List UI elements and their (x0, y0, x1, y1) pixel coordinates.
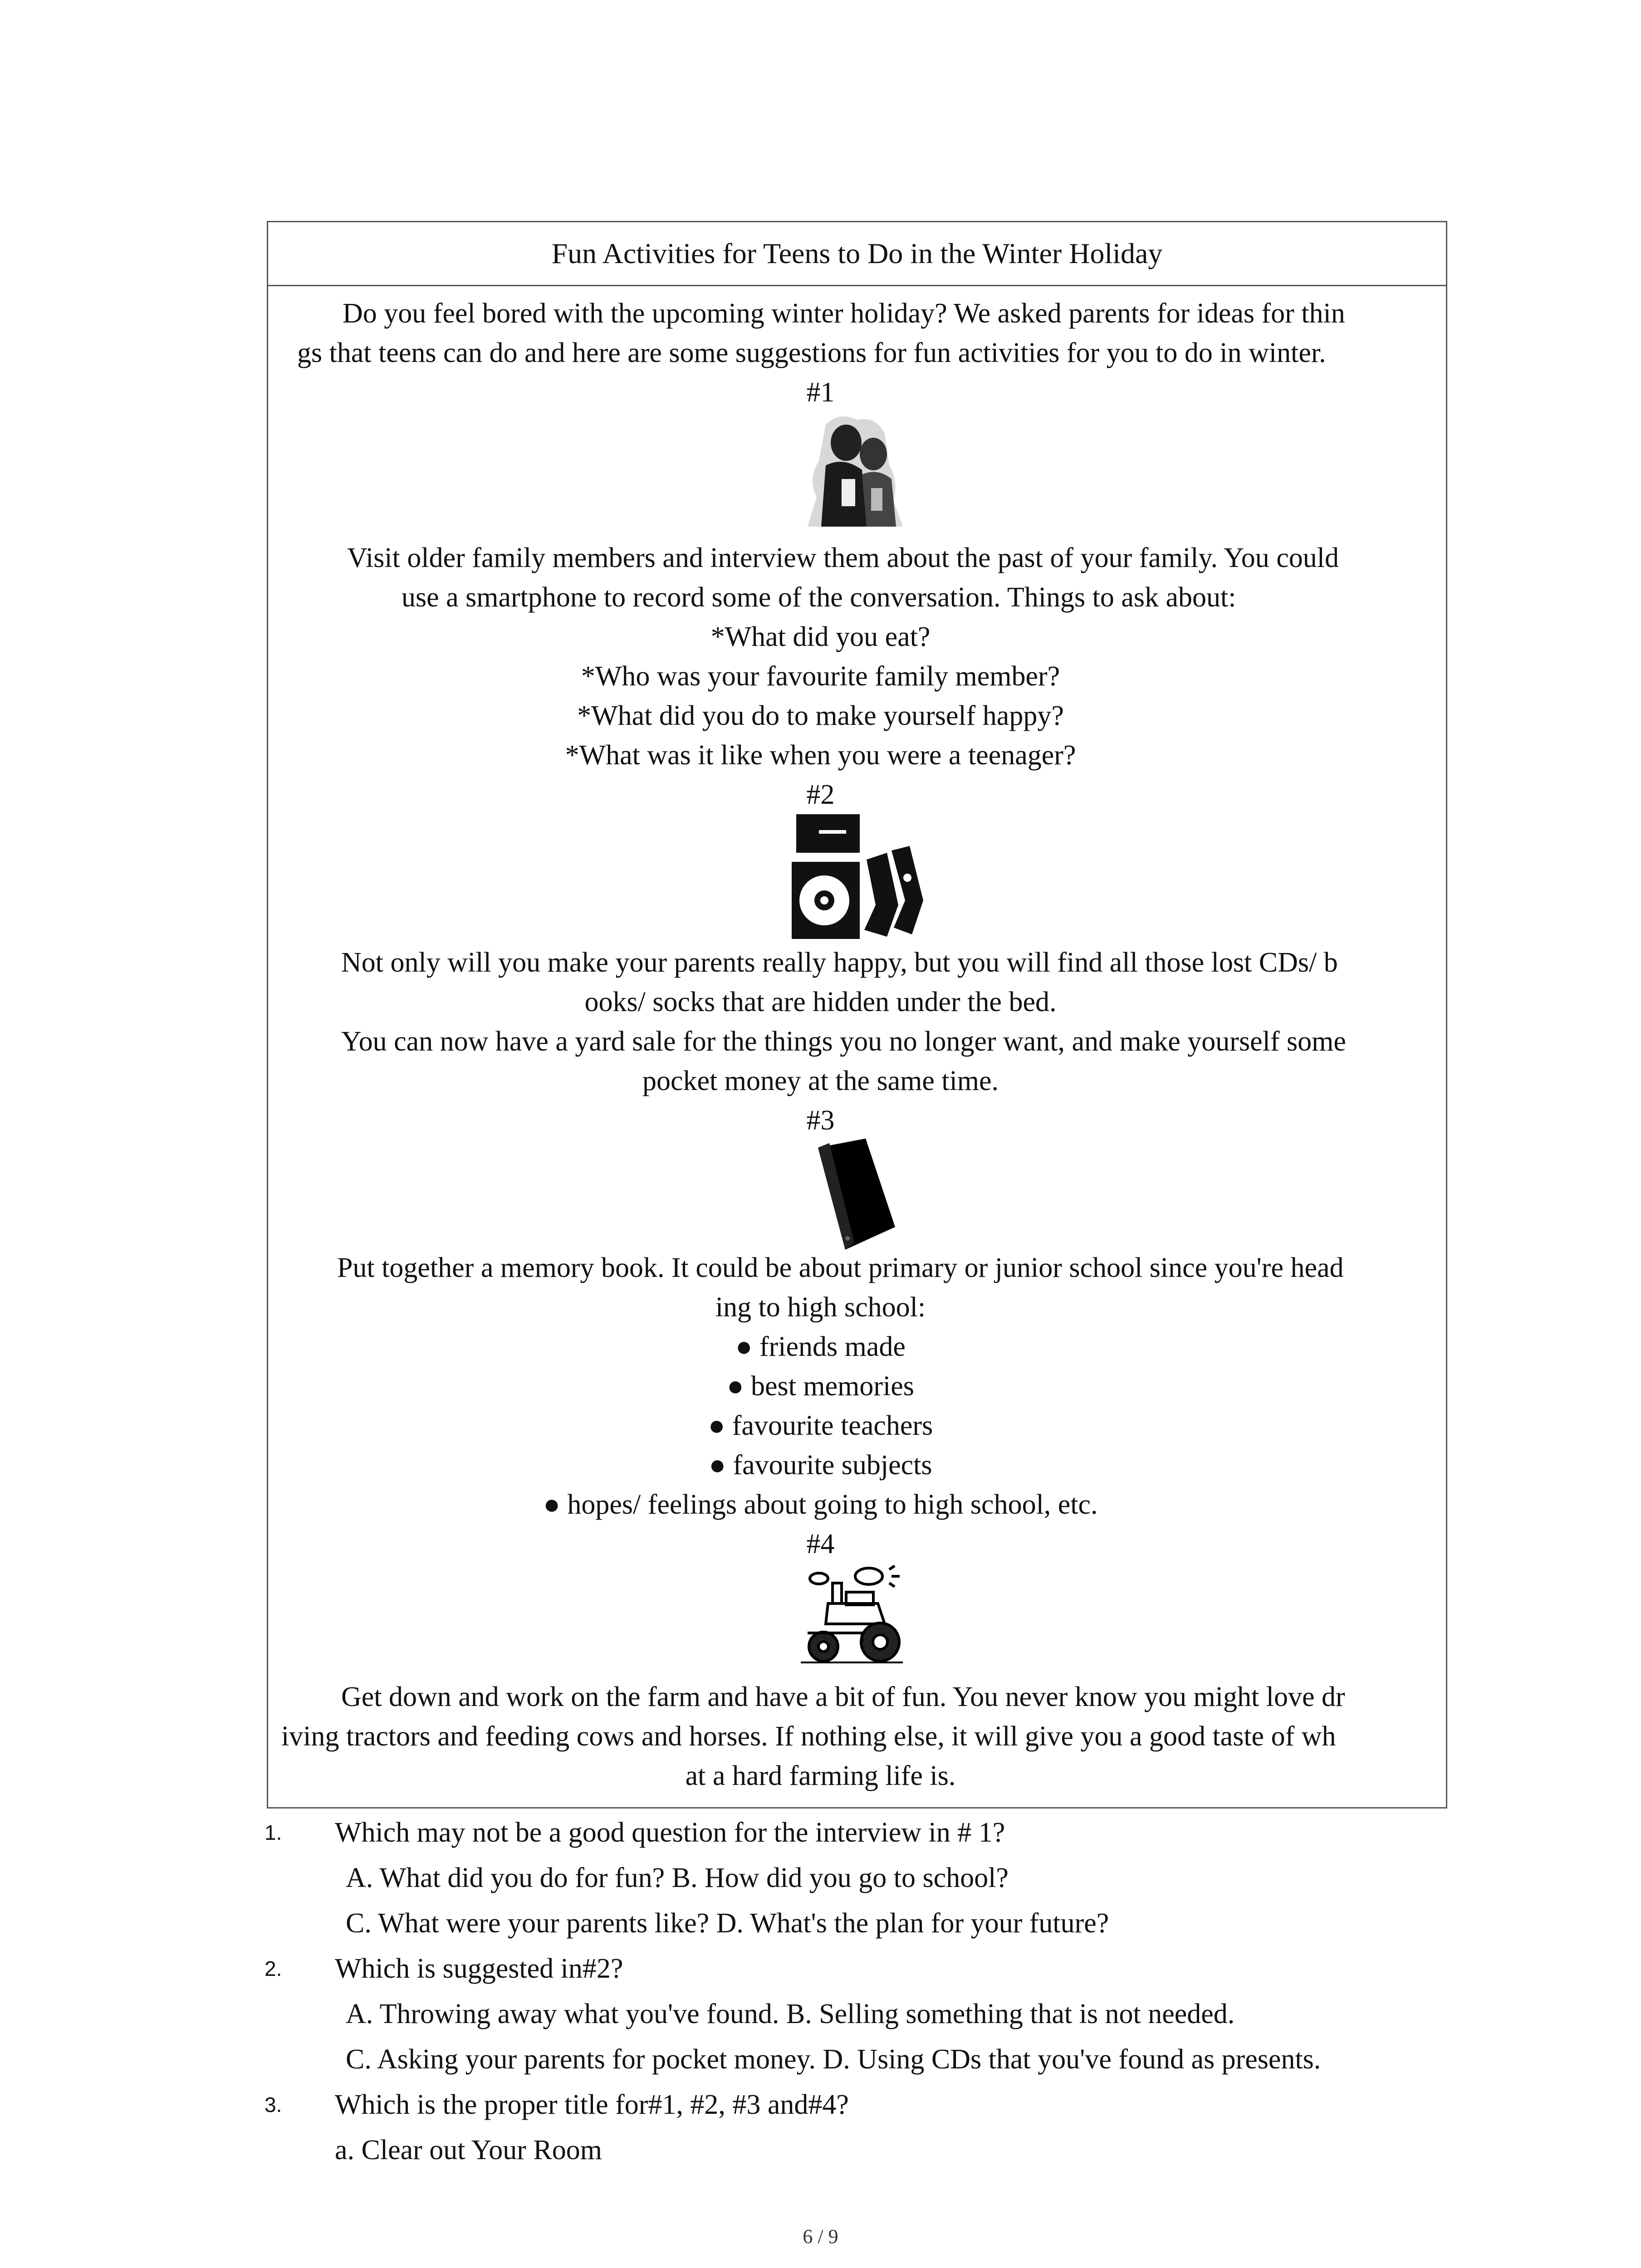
question-1-number: 1. (265, 1821, 282, 1844)
intro-line-2: gs that teens can do and here are some suggestions for fun activities for you to do in winter. (297, 337, 1326, 368)
section-2-heading: #2 (806, 779, 835, 810)
s3-bullet-2: ● best memories (727, 1371, 914, 1402)
question-2-text: Which is suggested in#2? (335, 1953, 623, 1984)
article-title: Fun Activities for Teens to Do in the Winter Holiday (268, 222, 1446, 286)
s1-line-4: *Who was your favourite family member? (581, 661, 1060, 692)
s3-bullet-3: ● favourite teachers (708, 1410, 933, 1441)
s2-line-4: pocket money at the same time. (642, 1066, 999, 1096)
s4-line-3: at a hard farming life is. (685, 1760, 956, 1791)
question-2-number: 2. (265, 1957, 282, 1980)
s4-line-1: Get down and work on the farm and have a bit of fun. You never know you might love dr (341, 1681, 1345, 1712)
s3-line-2: ing to high school: (715, 1292, 926, 1323)
s1-line-5: *What did you do to make yourself happy? (577, 700, 1064, 731)
s1-line-3: *What did you eat? (710, 621, 931, 652)
page-number: 6 / 9 (803, 2225, 838, 2248)
question-1-options-1: A. What did you do for fun? B. How did you go to school? (346, 1862, 1009, 1893)
family-photo-icon (798, 411, 912, 531)
tractor-icon (798, 1565, 905, 1665)
question-3-option-a: a. Clear out Your Room (335, 2135, 602, 2165)
cd-socks-icon (792, 814, 928, 939)
question-2-options-2: C. Asking your parents for pocket money. D. Using CDs that you've found as presents. (346, 2044, 1321, 2075)
s1-line-2: use a smartphone to record some of the conversation. Things to ask about: (402, 582, 1236, 613)
s2-line-3: You can now have a yard sale for the things you no longer want, and make yourself some (341, 1026, 1346, 1057)
intro-line-1: Do you feel bored with the upcoming winter holiday? We asked parents for ideas for thin (343, 298, 1345, 329)
question-3-text: Which is the proper title for#1, #2, #3 and#4? (335, 2089, 849, 2120)
section-4-heading: #4 (806, 1529, 835, 1559)
s3-bullet-4: ● favourite subjects (709, 1450, 932, 1481)
s1-line-6: *What was it like when you were a teenager? (565, 740, 1076, 771)
question-3-number: 3. (265, 2093, 282, 2116)
section-1-heading: #1 (806, 377, 835, 408)
s3-bullet-5: ● hopes/ feelings about going to high school, etc. (543, 1489, 1098, 1520)
s2-line-1: Not only will you make your parents really happy, but you will find all those lost CDs/ b (341, 947, 1338, 978)
book-icon (811, 1139, 897, 1250)
question-2-options-1: A. Throwing away what you've found. B. Selling something that is not needed. (346, 1999, 1235, 2029)
s3-bullet-1: ● friends made (735, 1331, 906, 1362)
s3-line-1: Put together a memory book. It could be about primary or junior school since you're head (337, 1252, 1344, 1283)
s1-line-1: Visit older family members and interview them about the past of your family. You could (347, 543, 1339, 573)
question-1-text: Which may not be a good question for the interview in # 1? (335, 1817, 1005, 1848)
s2-line-2: ooks/ socks that are hidden under the bed. (584, 987, 1057, 1017)
s4-line-2: iving tractors and feeding cows and horses. If nothing else, it will give you a good taste of wh (281, 1721, 1336, 1752)
section-3-heading: #3 (806, 1105, 835, 1136)
question-1-options-2: C. What were your parents like? D. What's the plan for your future? (346, 1908, 1109, 1939)
